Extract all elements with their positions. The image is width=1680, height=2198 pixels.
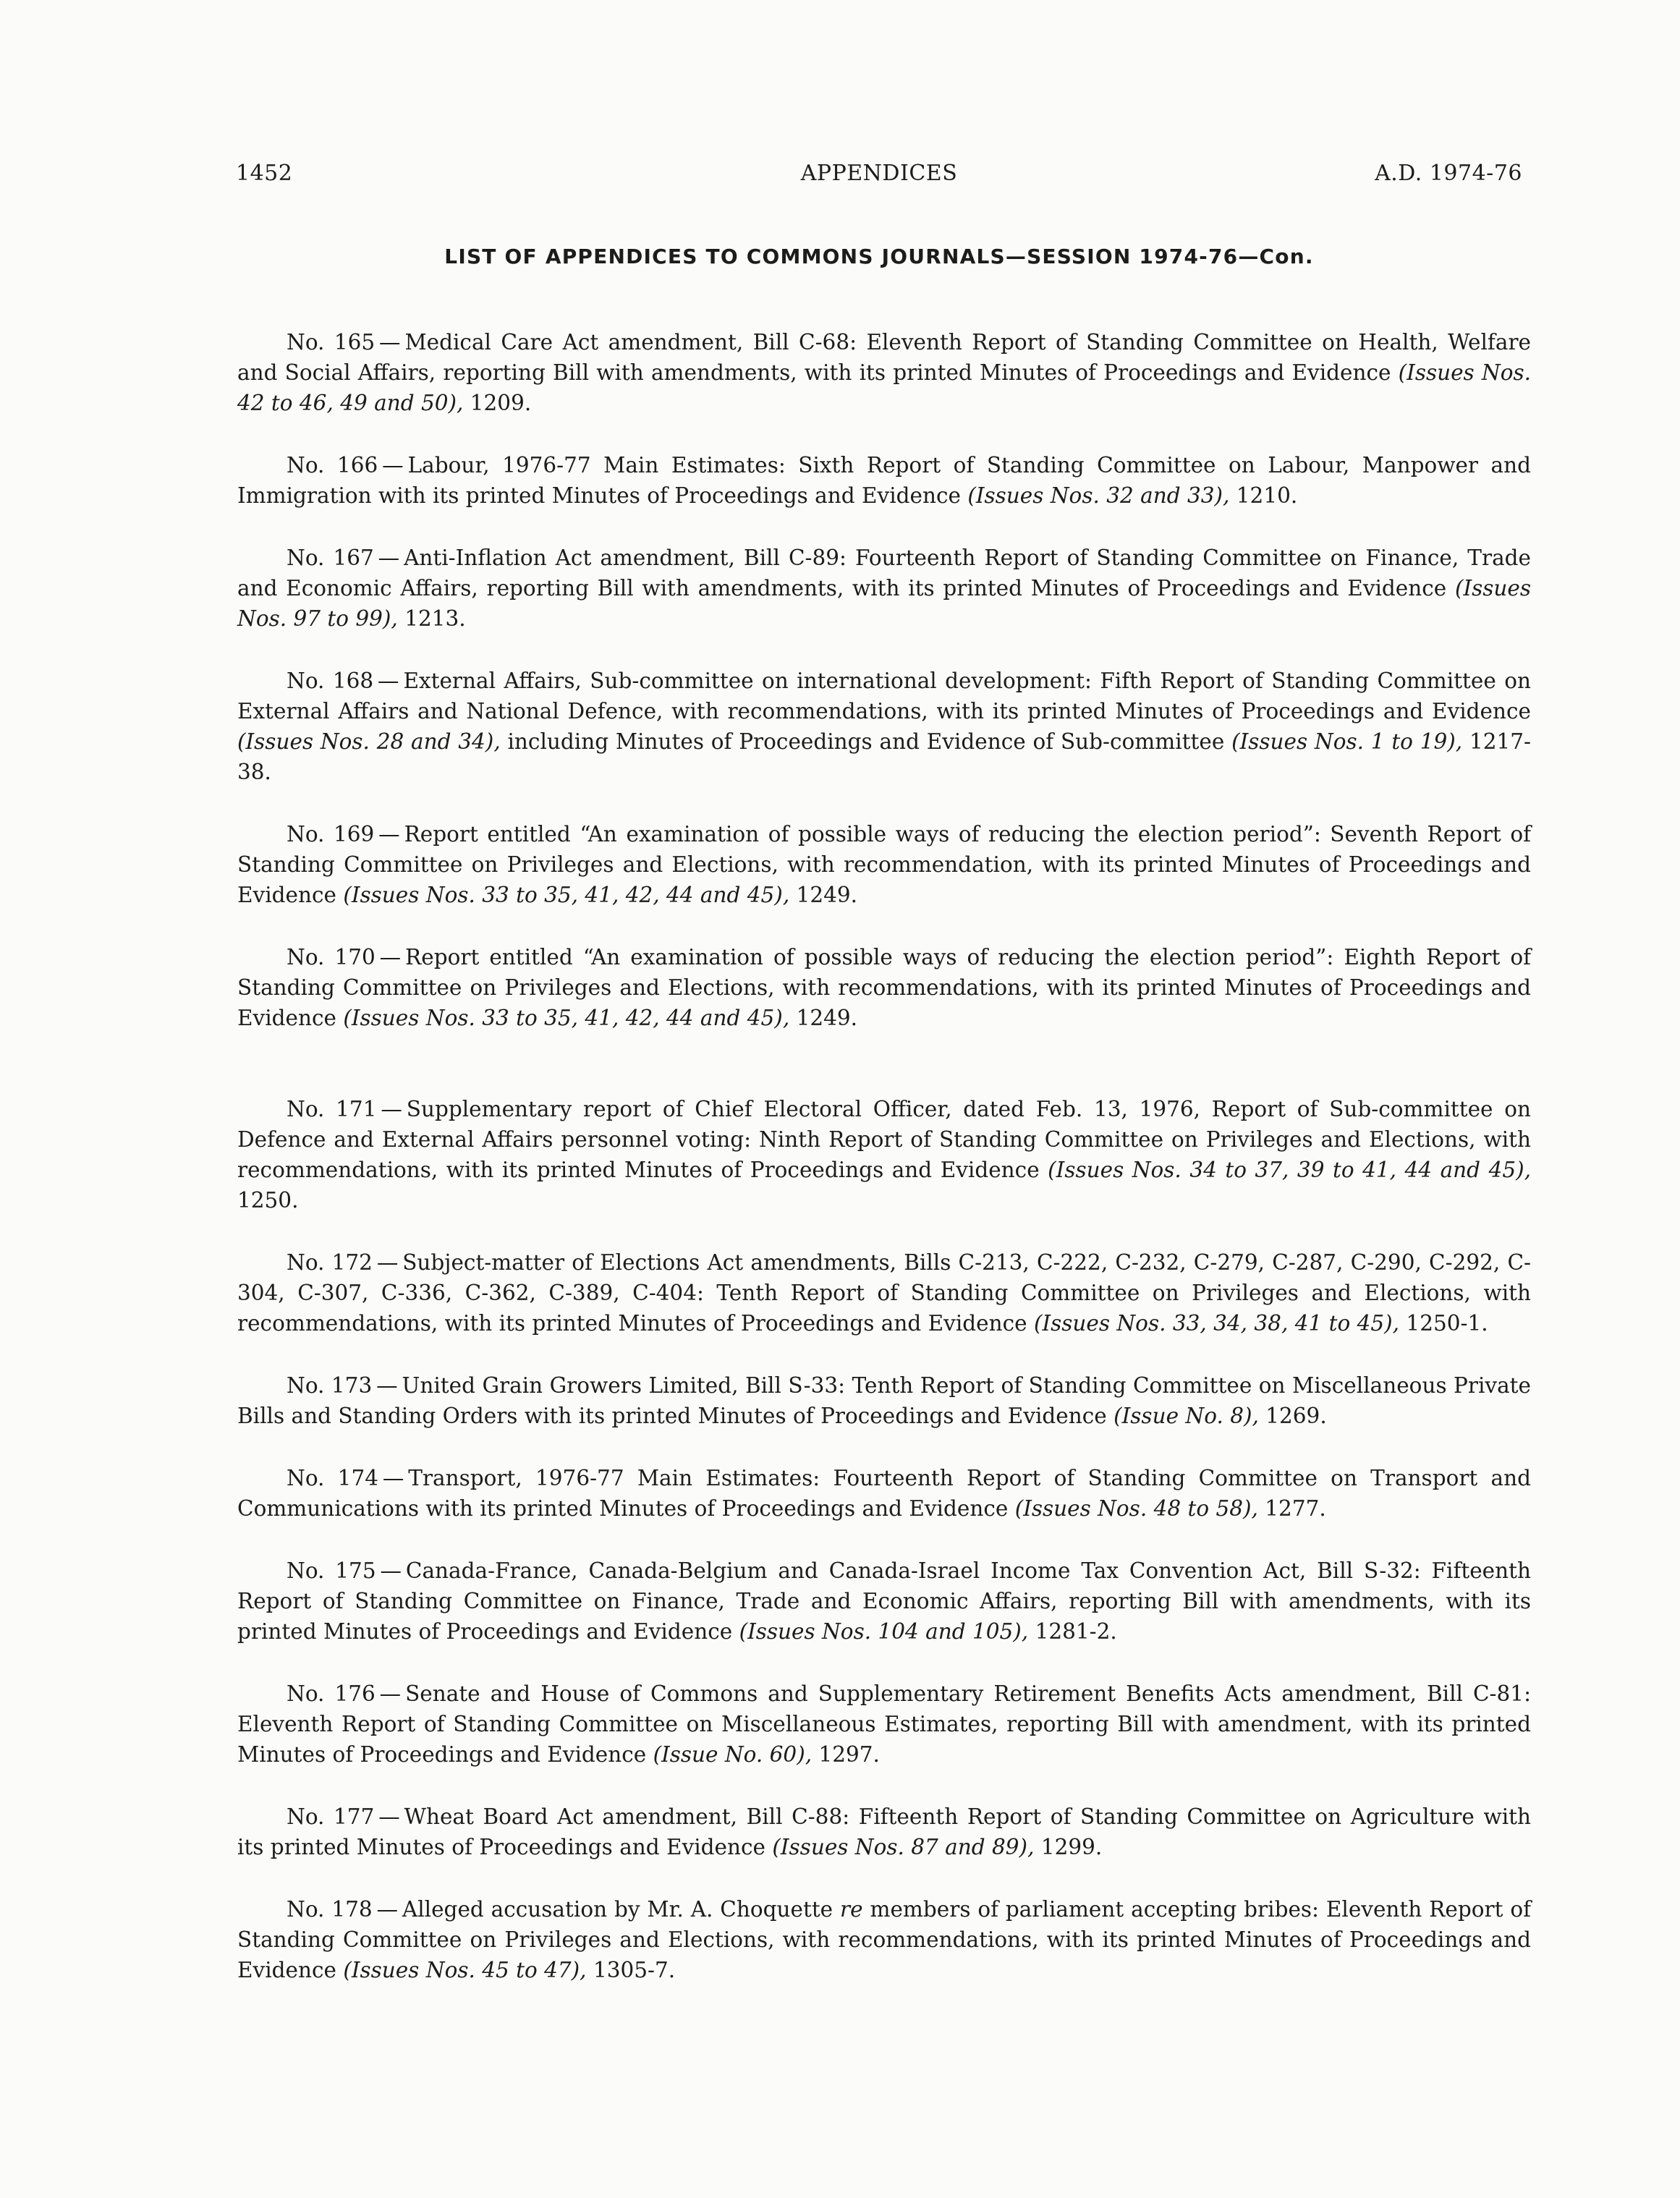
- entry-text: Wheat Board Act amendment, Bill C-88: Fifteenth Report of Standing Committee on Agriculture with its printed Minutes of Proceedings and Evidence: [237, 1804, 1531, 1859]
- entry-number: No. 171 —: [287, 1097, 407, 1121]
- entry-issues: (Issues Nos. 34 to 37, 39 to 41, 44 and 45),: [1048, 1158, 1531, 1182]
- entry-issues: (Issue No. 8),: [1113, 1404, 1259, 1428]
- entry-issues: (Issues Nos. 97 to 99),: [237, 576, 1531, 631]
- appendix-entry-171: [237, 1094, 1531, 1215]
- entry-page-ref: 1249.: [789, 1006, 858, 1030]
- entry-text: Supplementary report of Chief Electoral Officer, dated Feb. 13, 1976, Report of Sub-committee on Defence and External Affairs personnel voting: Ninth Report of Standing Committee on Privileges and Elections, with recommendations, with its printed Minutes of Proceedings and Evidence: [237, 1097, 1531, 1182]
- entry-page-ref: 1299.: [1034, 1835, 1103, 1859]
- entry-issues: (Issues Nos. 42 to 46, 49 and 50),: [237, 360, 1531, 415]
- appendix-entry-177: [237, 1802, 1531, 1862]
- appendix-entry-165: [237, 327, 1531, 418]
- entry-page-ref: 1305-7.: [586, 1958, 676, 1982]
- appendix-entry-174: [237, 1463, 1531, 1524]
- entry-issues: (Issue No. 60),: [653, 1742, 813, 1767]
- entry-page-ref: 1250.: [237, 1188, 299, 1213]
- running-head: [236, 161, 1522, 197]
- list-title: LIST OF APPENDICES TO COMMONS JOURNALS—SESSION 1974-76—Con.: [444, 245, 1314, 268]
- entry-issues: (Issues Nos. 33 to 35, 41, 42, 44 and 45),: [343, 883, 790, 907]
- appendix-entry-173: [237, 1370, 1531, 1431]
- entry-issues-subcommittee: (Issues Nos. 1 to 19),: [1231, 729, 1463, 754]
- entry-text: Anti-Inflation Act amendment, Bill C-89: Fourteenth Report of Standing Committee on Finance, Trade and Economic Affairs, reporting Bill with amendments, with its printed Minutes of Proceedings and Evidence: [237, 546, 1532, 601]
- entry-issues: (Issues Nos. 45 to 47),: [343, 1958, 587, 1982]
- entry-number: No. 178 —: [287, 1897, 402, 1922]
- entry-number: No. 177 —: [287, 1804, 404, 1829]
- appendix-entry-169: [237, 819, 1531, 910]
- entry-issues: (Issues Nos. 33 to 35, 41, 42, 44 and 45),: [343, 1006, 790, 1030]
- appendix-entry-178: [237, 1894, 1531, 1985]
- entry-number: No. 172 —: [287, 1250, 403, 1275]
- entry-number: No. 168 —: [287, 669, 404, 693]
- appendix-entry-166: [237, 450, 1531, 511]
- entry-page-ref: 1269.: [1258, 1404, 1327, 1428]
- entry-text: Canada-France, Canada-Belgium and Canada-Israel Income Tax Convention Act, Bill S-32: Fifteenth Report of Standing Committee on Finance, Trade and Economic Affairs, reporting Bill with amendments, with its printed Minutes of Proceedings and Evidence: [237, 1558, 1531, 1644]
- entry-text: Report entitled “An examination of possible ways of reducing the election period”: Seventh Report of Standing Committee on Privileges and Elections, with recommendation, with its printed Minutes of Proceedings and Evidence: [237, 822, 1531, 907]
- appendix-entry-175: [237, 1556, 1531, 1647]
- entry-page-ref: 1209.: [463, 391, 532, 415]
- entry-text: Senate and House of Commons and Supplementary Retirement Benefits Acts amendment, Bill C-81: Eleventh Report of Standing Committee on Miscellaneous Estimates, reporting Bill with amendment, with its printed Minutes of Proceedings and Evidence: [237, 1681, 1532, 1767]
- entry-issues: (Issues Nos. 104 and 105),: [739, 1619, 1029, 1644]
- entry-number: No. 174 —: [287, 1466, 409, 1490]
- entry-page-ref: 1277.: [1257, 1496, 1326, 1521]
- entry-number: No. 170 —: [287, 945, 406, 969]
- entry-number: No. 173 —: [287, 1373, 402, 1398]
- section-heading: APPENDICES: [800, 161, 958, 186]
- appendix-entry-176: [237, 1679, 1531, 1770]
- entry-number: No. 166 —: [287, 453, 408, 478]
- entry-issues: (Issues Nos. 28 and 34),: [237, 729, 501, 754]
- entry-text: United Grain Growers Limited, Bill S-33: Tenth Report of Standing Committee on Miscellaneous Private Bills and Standing Orders with its printed Minutes of Proceedings and Evidence: [237, 1373, 1531, 1428]
- entry-page-ref: 1281-2.: [1028, 1619, 1117, 1644]
- session-years: A.D. 1974-76: [1375, 161, 1522, 186]
- entry-text: Transport, 1976-77 Main Estimates: Fourteenth Report of Standing Committee on Transport and Communications with its printed Minutes of Proceedings and Evidence: [237, 1466, 1532, 1521]
- appendix-entry-167: [237, 543, 1531, 634]
- entry-page-ref: 1250-1.: [1399, 1311, 1488, 1336]
- entry-number: No. 169 —: [287, 822, 404, 846]
- entry-number: No. 175 —: [287, 1558, 406, 1583]
- entry-text: External Affairs, Sub-committee on international development: Fifth Report of Standing Committee on External Affairs and National Defence, with recommendations, with its printed Minutes of Proceedings and Evidence: [237, 669, 1532, 724]
- entry-issues: (Issues Nos. 48 to 58),: [1014, 1496, 1258, 1521]
- page-number: 1452: [236, 161, 293, 186]
- entry-text: Labour, 1976-77 Main Estimates: Sixth Report of Standing Committee on Labour, Manpower and Immigration with its printed Minutes of Proceedings and Evidence: [237, 453, 1531, 508]
- entry-page-ref: 1297.: [812, 1742, 880, 1767]
- entry-text-continued: including Minutes of Proceedings and Evidence of Sub-committee: [500, 729, 1232, 754]
- entry-text: Medical Care Act amendment, Bill C-68: Eleventh Report of Standing Committee on Health, Welfare and Social Affairs, reporting Bill with amendments, with its printed Minutes of Proceedings and Evidence: [237, 330, 1532, 385]
- appendix-entry-172: [237, 1247, 1531, 1338]
- entry-text: Alleged accusation by Mr. A. Choquette: [402, 1897, 841, 1922]
- entry-issues: (Issues Nos. 32 and 33),: [967, 483, 1230, 508]
- appendix-entry-170: [237, 942, 1531, 1033]
- entry-page-ref: 1249.: [789, 883, 858, 907]
- appendix-list: [237, 327, 1531, 2017]
- entry-page-ref: 1210.: [1229, 483, 1298, 508]
- entry-issues: (Issues Nos. 87 and 89),: [772, 1835, 1035, 1859]
- entry-text-continued: members of parliament accepting bribes: Eleventh Report of Standing Committee on Privileges and Elections, with recommendations, with its printed Minutes of Proceedings and Evidence: [237, 1897, 1532, 1982]
- entry-page-ref: 1217-38.: [237, 729, 1531, 784]
- entry-number: No. 165 —: [287, 330, 405, 355]
- entry-page-ref: 1213.: [397, 606, 466, 631]
- entry-text: Report entitled “An examination of possible ways of reducing the election period”: Eighth Report of Standing Committee on Privileges and Elections, with recommendations, with its printed Minutes of Proceedings and Evidence: [237, 945, 1532, 1030]
- entry-latin-re: re: [840, 1897, 863, 1922]
- entry-number: No. 167 —: [287, 546, 404, 570]
- entry-issues: (Issues Nos. 33, 34, 38, 41 to 45),: [1033, 1311, 1400, 1336]
- entry-text: Subject-matter of Elections Act amendments, Bills C-213, C-222, C-232, C-279, C-287, C-290, C-292, C-304, C-307, C-336, C-362, C-389, C-404: Tenth Report of Standing Committee on Privileges and Elections, with recommendations, with its printed Minutes of Proceedings and Evidence: [237, 1250, 1531, 1336]
- appendix-entry-168: [237, 666, 1531, 787]
- entry-number: No. 176 —: [287, 1681, 406, 1706]
